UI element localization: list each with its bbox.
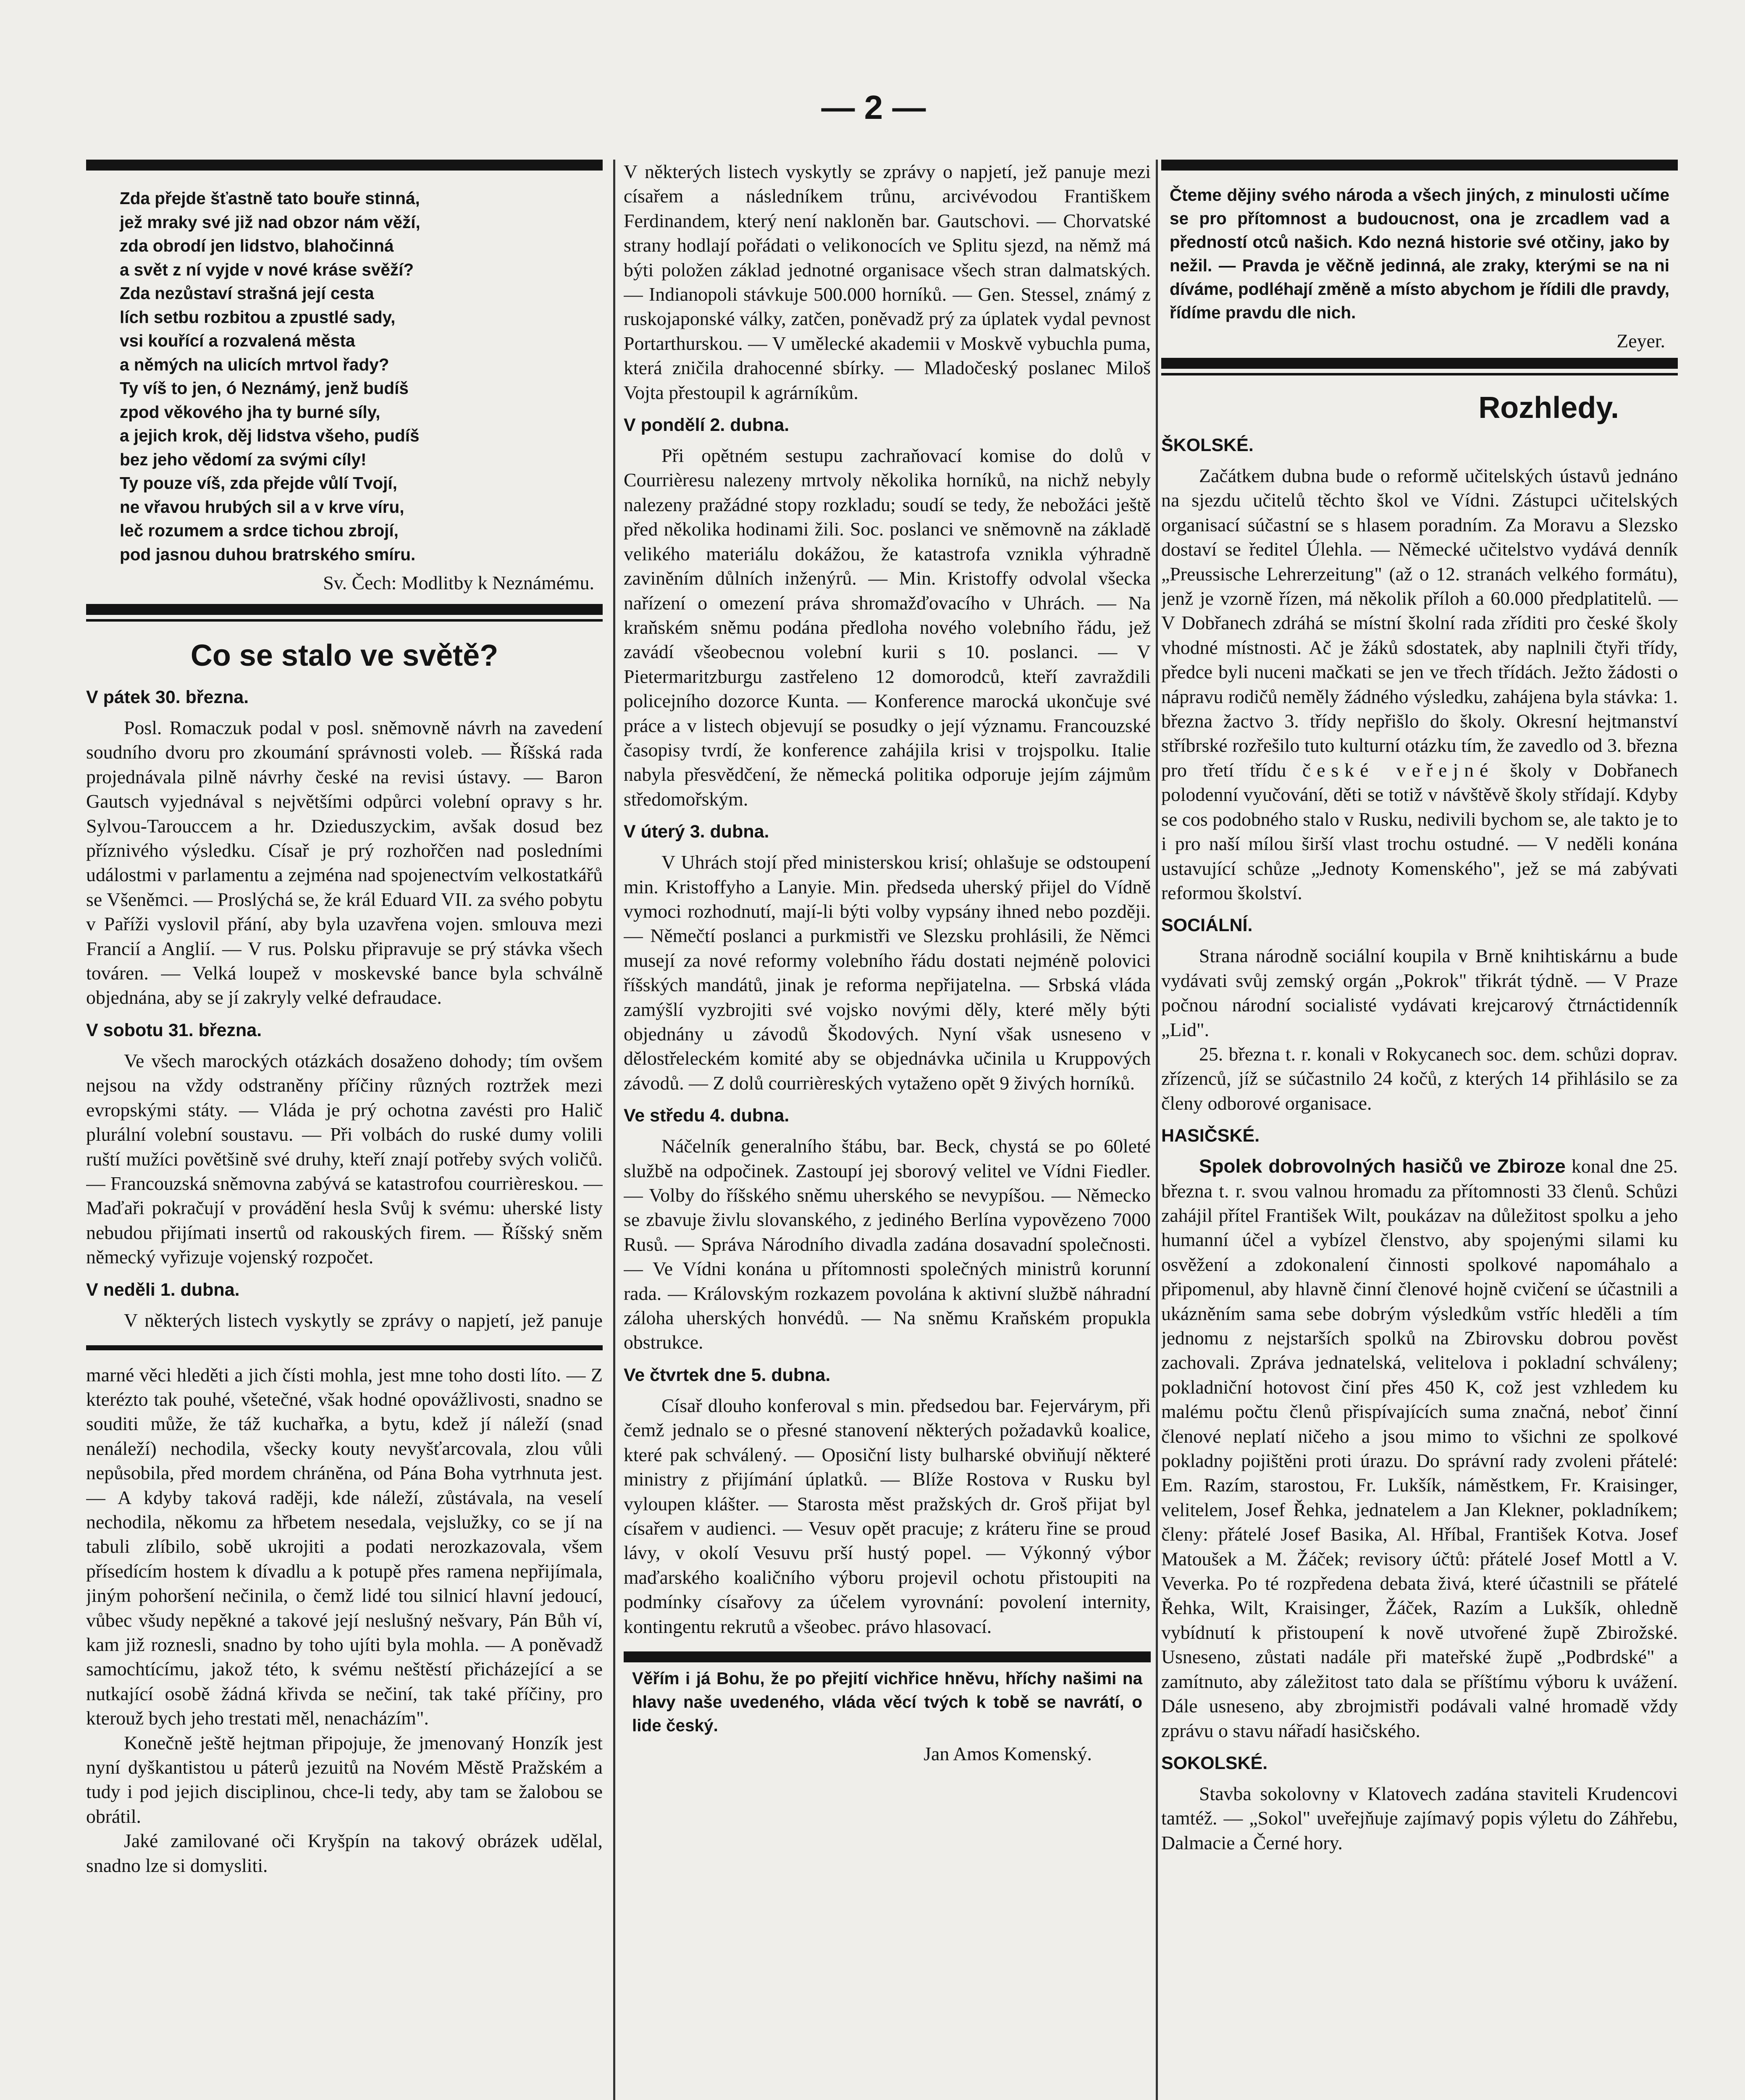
poem-line: Zda přejde šťastně tato bouře stinná, [120,189,420,208]
news-paragraph: Při opětném sestupu zachraňovací komise do dolů v Courrièresu nalezeny mrtvoly několika horníků, na nichž nebyly nalezeny pražádné stopy rozkladu; soudí se tedy, že nebožáci ještě před několika hodinami žili. Soc. poslanci ve sněmovně na základě velikého materiálu dokážou, že katastrofa vznikla výhradně zaviněním důlních inženýrů. — Min. Kristoffy odvolal všecka nařízení o omezení práva shromažďovacího v Uhrách. — Na kraňském sněmu podána předloha nového volebního řádu, jež zavádí všeobecnou volební kurii s 10. poslanci. — V Pietermaritzburgu zastřeleno 12 domorodců, kteří zavraždili policejního dozorce Kunta. — Konference marocká ukončuje své práce a v listech objevují se posudky o její významu. Francouzské časopisy tvrdí, že konference zahájila krisi v trojspolku. Italie nabyla přesvědčení, že německá politika odporuje jejím zájmům středomořským. [624,445,1151,810]
top-rule [86,160,603,171]
review-heading: Rozhledy. [1478,391,1619,425]
zeyer-quote-author: Zeyer. [1616,330,1665,352]
social-paragraph: 25. března t. r. konali v Rokycanech soc. dem. schůzi doprav. zřízenců, jíž se súčastnilo 24 kočů, z kterých 14 přihlásilo se za členy odborové organisace. [1161,1043,1678,1114]
section-rule [86,604,603,615]
date-heading: V úterý 3. dubna. [624,822,769,842]
section-heading-school: ŠKOLSKÉ. [1161,435,1254,455]
poem [86,171,603,570]
poem-line: zpod věkového jha ty burné síly, [120,402,380,422]
poem-line: zda obrodí jen lidstvo, blahočinná [120,236,394,255]
column-left [86,160,603,2100]
quote-rule-thin [1161,373,1678,375]
date-heading: V pátek 30. března. [86,687,249,707]
poem-line: jež mraky své již nad obzor nám věží, [120,212,420,232]
news-paragraph: Císař dlouho konferoval s min. předsedou bar. Fejervárym, při čemž jednalo se o přesné stanovení některých požadavků koalice, které pak schválený. — Oposiční listy bulharské obviňují některé ministry z přijímání úplatků. — Blíže Rostova v Rusku byl vyloupen klášter. — Starosta měst pražských dr. Groš přijat byl císařem v audienci. — Vesuv opět pracuje; z kráteru řine se proud lávy, v okolí Vesuvu prší hustý popel. — Výkonný výbor maďarského koaličního výboru projevil ochotu přistoupiti na podmínky císařovy za účelem vyrovnání: povolení internity, kontingentu rekrutů a všeobec. právo hlasovací. [624,1394,1151,1637]
poem-line: a němých na ulicích mrtvol řady? [120,354,389,374]
world-news-heading: Co se stalo ve světě? [190,639,499,672]
column-divider [613,160,615,2100]
column-divider [1156,160,1158,2100]
poem-line: lích setbu rozbitou a zpustlé sady, [120,307,396,327]
quote-rule-top [1161,160,1678,171]
poem-line: Zda nezůstaví strašná její cesta [120,284,374,303]
news-paragraph: Náčelník generalního štábu, bar. Beck, chystá se po 60leté službě na odpočinek. Zastoupí jej sborový velitel ve Vídni Fiedler. — Volby do říšského sněmu uherského se nevypíšou. — Německo se zbavuje živlu slovanského, z jediného Berlína vypovězeno 7000 Rusů. — Správa Národního divadla zadána dosavadní společnosti. — Ve Vídni konána u přítomnosti společných ministrů korunní rada. — Královským rozkazem povolána k aktivní službě náhradní záloha uherských honvédů. — Na sněmu Kraňském propukla obstrukce. [624,1135,1151,1353]
poem-line: a jejich krok, děj lidstva všeho, pudíš [120,426,420,445]
date-heading: V sobotu 31. března. [86,1020,262,1040]
poem-line: vsi kouřící a rozvalená města [120,331,355,350]
poem-signature: Sv. Čech: Modlitby k Neznámému. [323,572,594,593]
poem-line: a svět z ní vyjde v nové kráse svěží? [120,260,414,279]
poem-line: leč rozumem a srdce tichou zbrojí, [120,521,399,540]
fire-society-name: Spolek dobrovolných hasičů ve Zbiroze [1199,1155,1566,1177]
social-paragraph: Strana národně sociální koupila v Brně knihtiskárnu a bude vydávati svůj zemský orgán „Pokrok" třikrát týdně. — V Praze počnou národní socialisté vydávati krejcarový čtrnáctidenník „Lid". [1161,945,1678,1040]
news-paragraph: V některých listech vyskytly se zprávy o napjetí, jež panuje [124,1309,603,1331]
spaced-phrase: české veřejné [1302,759,1494,781]
poem-line: bez jeho vědomí za svými cíly! [120,449,367,469]
story-paragraph: marné věci hleděti a jich čísti mohla, jest mne toho dosti líto. — Z kterézto tak pouhé, všetečné, však hodné opovážlivosti, snadno se souditi může, že táž kuchařka, a bytu, kdež jí náleží (snad nenáleží) nechodila, všecky kouty nevyšťarcovala, zlou vůli nepůsobila, před mordem chráněna, od Pána Boha vytrhnuta jest. — A kdyby taková raději, kde náleží, zůstávala, na veselí nechodila, někomu za hřbetem nesedala, vejslužky, co se jí na tabuli zlíbilo, sobě ukrojiti a podati nerozkazovala, všem přísedícím hostem k dívadlu a k potupě přes ramena nepřijímala, jiným pohoršení nečinila, o čemž lidé tou silnicí hlavní jedoucí, vůbec všudy nepěkné a takové její neslušný nešvary, Pán Bůh ví, kam již roznesli, snadno by toho ujíti byla mohla. — A poněvadž samochtícímu, jakož této, k svému neštěstí přicházející a se nutkající osobě žádná křivda se nečiní, tak také příčiny, pro kterouž bych jeho trestati měl, nenacházím". [86,1364,603,1729]
poem-line: Ty pouze víš, zda přejde vůlí Tvojí, [120,473,397,493]
quote-rule-top [624,1651,1151,1662]
news-paragraph: Posl. Romaczuk podal v posl. sněmovně návrh na zavedení soudního dvoru pro zkoumání správnosti voleb. — Říšská rada projednávala pilně návrhy české na revisi ústavy. — Baron Gautsch vyjednával s největšími odpůrci volební opravy s hr. Sylvou-Tarouccem a hr. Dzieduszyckim, avšak dosud bez příznivého výsledku. Císař je prý rozhořčen nad posledními událostmi v parlamentu a zejména nad spojenectvím velkostatkářů se Všeněmci. — Proslýchá se, že král Eduard VII. za svého pobytu v Paříži vyslovil přání, aby byla uzavřena vojen. smlouva mezi Francií a Anglií. — V rus. Polsku připravuje se prý stávka všech továren. — Velká loupež v moskevské bance byla schválně objednána, aby se jí zakryly velké defraudace. [86,717,603,1008]
story-paragraph: Jaké zamilované oči Kryšpín na takový obrázek udělal, snadno lze si domysliti. [86,1830,603,1876]
column-middle [624,160,1151,2100]
poem-line: pod jasnou duhou bratrského smíru. [120,544,416,564]
column-right [1161,160,1678,2100]
section-heading-social: SOCIÁLNÍ. [1161,915,1253,936]
komensky-quote-author: Jan Amos Komenský. [924,1743,1092,1764]
date-heading: Ve čtvrtek dne 5. dubna. [624,1365,831,1385]
news-paragraph: Ve všech marockých otázkách dosaženo dohody; tím ovšem nejsou na vždy odstraněny příčiny různých roztržek mezi evropskými státy. — Vláda je prý ochotna zavésti pro Halič plurální volební soustavu. — Při volbách do ruské dumy volili ruští mužíci povětšině své druhy, kteří znají potřeby svých voličů. — Francouzská sněmovna zabývá se katastrofou courrièreskou. — Maďaři pokračují v provádění hesla Svůj k svému: uherské listy nebudou přijímati insertů od rakouských firem. — Říšský sněm německý vyřizuje vojenský rozpočet. [86,1050,603,1268]
date-heading: Ve středu 4. dubna. [624,1105,790,1126]
sokol-paragraph: Stavba sokolovny v Klatovech zadána staviteli Krudencovi tamtéž. — „Sokol" uveřejňuje zajímavý popis výletu do Záhřebu, Dalmacie a Černé hory. [1161,1782,1678,1853]
fire-paragraph: Spolek dobrovolných hasičů ve Zbiroze konal dne 25. března t. r. svou valnou hromadu za přítomnosti 33 členů. Schůzi zahájil přítel František Wilt, poukázav na důležitost spolku a jeho humanní účel a vybízel členstvo, aby spojenými silami ku osvěžení a zdokonalení činnosti spolkové napomáhalo a připomenul, aby hlavně činní členové hojně cvičení se účastnili a ukázněním sama sebe dobrým výsledkům vstříc hleděli a tím jednomu z nejstarších spolků na Zbirovsku dobrou pověst zachovali. Zpráva jednatelská, velitelova i pokladní schváleny; pokladniční hotovost činí přes 450 K, což jest vzhledem ku malému počtu členů přispívajících suma značná, neboť činní členové neplatí ničeho a jsou mimo to všichni ze spolkové pokladny pojištěni proti úrazu. Do správní rady zvoleni přátelé: Em. Razím, starostou, Fr. Lukšík, náměstkem, Fr. Kraisinger, velitelem, Josef Řehka, jednatelem a Jan Klekner, pokladníkem; členy: přátelé Josef Basika, Al. Hříbal, František Kotva. Josef Matoušek a M. Žáček; revisory účtů: přátelé Josef Mottl a V. Veverka. Po té rozpředena debata živá, které účastnili se přátelé Řehka, Wilt, Kraisinger, Žáček, Razím a Lukšík, ohledně vybídnutí k přistoupení k nově utvořené župě Zbirožské. Usneseno, zůstati nadále při mateřské župě „Podbrdské" a zamítnuto, aby záležitost tato dala se příštímu výboru k uvážení. Dále usneseno, aby zbrojmistři podávali valné hromadě vždy zprávu o stavu nářadí hasičského. [1161,1155,1678,1741]
news-paragraph-continued: V některých listech vyskytly se zprávy o napjetí, jež panuje mezi císařem a následníkem trůnu, arcivévodou Františkem Ferdinandem, který není nakloněn bar. Gautschovi. — Chorvatské strany hodlají pořádati o velikonocích ve Splitu sjezd, na němž má býti položen základ jednotné organisace všech stran dalmatských. — Indianopoli stávkuje 500.000 horníků. — Gen. Stessel, známý z ruskojaponské války, zatčen, poněvadž prý za úplatek vydal pevnost Portarthurskou. — V umělecké akademii v Moskvě vybuchla puma, která zničila drahocenné sbírky. — Mladočeský poslanec Miloš Vojta přestoupil k agrárníkům. [624,161,1151,403]
date-heading: V neděli 1. dubna. [86,1279,240,1300]
zeyer-quote: Čteme dějiny svého národa a všech jiných, z minulosti učíme se pro přítomnost a budoucnost, ona je zrcadlem vad a předností otců našich. Kdo nezná historie své otčiny, jako by nežil. — Pravda je věčně jedinná, ale zraky, kterými se na ni díváme, podléhají změně a místo abychom je řídili dle pravdy, řídíme pravdu dle nich. [1170,185,1669,322]
page-number: — 2 — [821,89,926,126]
section-heading-fire: HASIČSKÉ. [1161,1126,1260,1146]
section-rule [86,1345,603,1350]
poem-line: Ty víš to jen, ó Neznámý, jenž budíš [120,378,409,398]
news-paragraph: V Uhrách stojí před ministerskou krisí; ohlašuje se odstoupení min. Kristoffyho a Lanyie. Min. předseda uherský přijel do Vídně vymoci rozhodnutí, mají-li býti volby vypsány ihned nebo později. — Němečtí poslanci a purkmistři ve Slezsku prohlásili, že Němci musejí za nové reformy volebního řádu dostati nejméně polovici říšských mandátů, jinak je reforma nepřijatelna. — Srbská vláda zamýšlí vyzbrojiti své vojsko novými děly, které měly býti objednány u závodů Škodových. Nyní však usneseno v dělostřeleckém komité aby se objednávka učinila u Kruppových závodů. — Z dolů courrièreských vytaženo opět 9 živých horníků. [624,851,1151,1094]
story-paragraph: Konečně ještě hejtman připojuje, že jmenovaný Honzík jest nyní dyškantistou u páterů jezuitů na Novém Městě Pražském a tudy i pod jejich disciplinou, chce-li tedy, aby tam se žalobou se obrátil. [86,1732,603,1827]
poem-line: ne vřavou hrubých sil a v krve víru, [120,497,404,517]
school-paragraph: Začátkem dubna bude o reformě učitelských ústavů jednáno na sjezdu učitelů těchto škol ve Vídni. Zástupci učitelských organisací súčastní se s hlasem poradním. Za Moravu a Slezsko dostaví se ředitel Úlehla. — Německé učitelstvo vydává denník „Preussische Lehrerzeitung" (až o 12. stranách velkého formátu), jenž je vzorně řízen, má několik příloh a 60.000 předplatitelů. — V Dobřanech zdráhá se místní školní rada zříditi pro české školy vhodné místnosti. Ač je žáků sdostatek, aby naplnili čtyři třídy, předce byli nuceni mačkati se jen ve třech třídách. Ježto žádosti o nápravu rodičů neměly žádného výsledku, zahájena byla stávka: 1. března žactvo 3. třídy nepřišlo do školy. Okresní hejtmanství stříbrské rozřešilo tuto kulturní otázku tím, že zavedlo od 3. března pro třetí třídu české veřejné školy v Dobřanech polodenní vyučování, děti se totiž v návštěvě školy střídají. Kdyby se cos podobného stalo v Rusku, nedivili bychom se, ale takto je to i pro naší mílou širší vlast trochu ostudné. — V neděli konána ustavující schůze „Jednoty Komenského", jež se má zabývati reformou školství. [1161,465,1678,903]
section-heading-sokol: SOKOLSKÉ. [1161,1753,1268,1773]
section-rule-thin [86,619,603,622]
quote-rule-bottom [1161,358,1678,369]
komensky-quote: Věřím i já Bohu, že po přejití vichřice hněvu, hříchy našimi na hlavy naše uvedeného, vláda věcí tvých k tobě se navrátí, o lide český. [632,1668,1142,1735]
date-heading: V pondělí 2. dubna. [624,415,790,436]
